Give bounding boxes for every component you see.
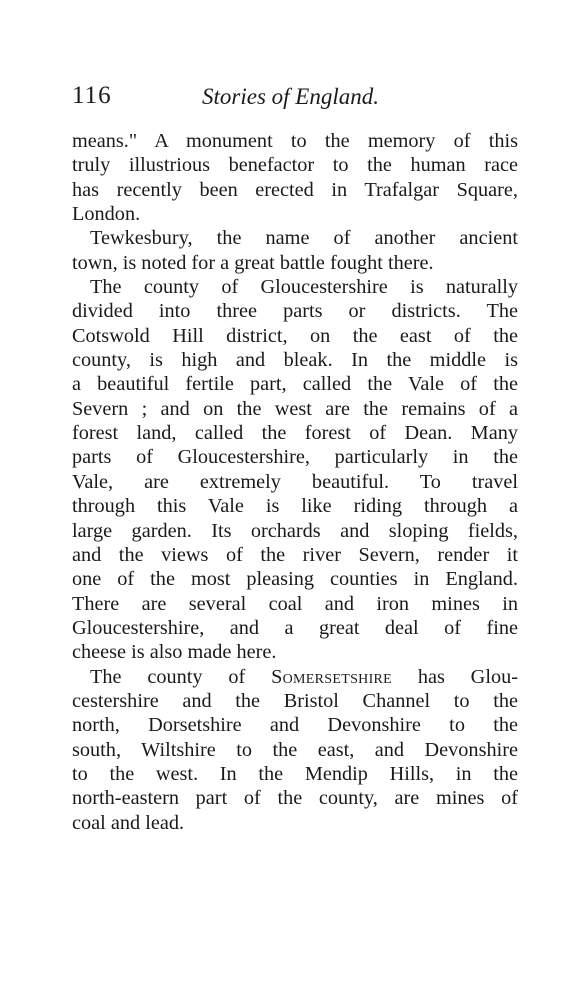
text-line: a beautiful fertile part, called the Vale of the — [72, 373, 518, 396]
text-line: Severn ; and on the west are the remains of a — [72, 397, 518, 420]
text-line: truly illustrious benefactor to the human race — [72, 154, 518, 177]
text-line: to the west. In the Mendip Hills, in the — [72, 762, 518, 785]
text-line: coal and lead. — [72, 811, 185, 834]
text-line: large garden. Its orchards and sloping fields, — [72, 519, 518, 542]
text-line: north, Dorsetshire and Devonshire to the — [72, 714, 518, 737]
text-line: London. — [72, 203, 141, 226]
text-line: has recently been erected in Trafalgar Square, — [72, 178, 518, 201]
text-line: and the views of the river Severn, render it — [72, 543, 518, 566]
text-line: county, is high and bleak. In the middle is — [72, 349, 518, 372]
page-number: 116 — [72, 82, 112, 109]
text-line: Vale, are extremely beautiful. To travel — [72, 470, 518, 493]
text-line: north-eastern part of the county, are mines of — [72, 787, 518, 810]
text-line: means." A monument to the memory of this — [72, 130, 518, 152]
text-line: The county of Gloucestershire is naturally — [90, 276, 518, 299]
paragraph — [72, 129, 518, 226]
text-line: There are several coal and iron mines in — [72, 592, 518, 615]
text-line: south, Wiltshire to the east, and Devonshire — [72, 738, 518, 761]
text-line: town, is noted for a great battle fought there. — [72, 251, 434, 274]
paragraph — [72, 665, 518, 835]
paragraph — [72, 275, 518, 665]
text-line: cheese is also made here. — [72, 641, 277, 664]
running-title: Stories of England. — [202, 84, 379, 109]
county-name-smallcaps: Somersetshire — [271, 665, 393, 688]
text-line: forest land, called the forest of Dean. Many — [72, 422, 518, 445]
body-text — [72, 129, 518, 835]
text-line: divided into three parts or districts. The — [72, 300, 518, 323]
text-line: Tewkesbury, the name of another ancient — [90, 227, 518, 250]
text-line: The county of Somersetshire has Glou- — [90, 665, 518, 688]
paragraph — [72, 226, 518, 275]
text-line: Gloucestershire, and a great deal of fine — [72, 616, 518, 639]
text-line: one of the most pleasing counties in England. — [72, 568, 518, 591]
text-line: through this Vale is like riding through a — [72, 495, 518, 518]
text-line: Cotswold Hill district, on the east of the — [72, 324, 518, 347]
text-line: cestershire and the Bristol Channel to the — [72, 689, 518, 712]
text-line: parts of Gloucestershire, particularly in the — [72, 446, 518, 469]
page-header — [72, 82, 517, 112]
